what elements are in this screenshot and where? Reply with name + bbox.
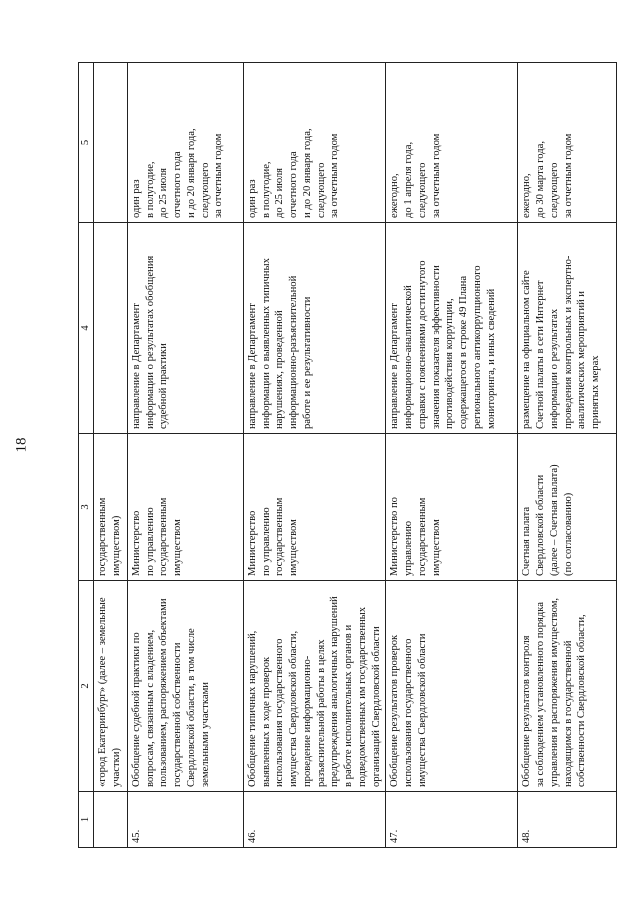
term-text: ежегодно, до 30 марта года, следующего за отчетным годом xyxy=(518,63,617,223)
form-text: направление в Департамент информационно-аналитической справки с пояснениями достигнутого значения показателя эффективности противодействия коррупции, содержащегося в строке 49 Плана регионального антикоррупционного мониторинга, и иных сведений xyxy=(386,223,518,434)
measure-text: Обобщение судебной практики по вопросам, связанным с владением, пользованием, распоряжением объектами государственной собственности Свердловской области, в том числе земельными участками xyxy=(127,581,243,792)
term-text: один раз в полугодие, до 25 июля отчетного года и до 20 января года, следующего за отчетным годом xyxy=(127,63,243,223)
table-row xyxy=(93,63,127,848)
header-cell-form: 4 xyxy=(79,223,94,434)
measure-text: Обобщение результатов контроля за соблюдением установленного порядка управления и распоряжения имуществом, находящимся в государственной собственности Свердловской области, xyxy=(518,581,617,792)
row-number: 48. xyxy=(518,792,617,848)
header-cell-num: 1 xyxy=(79,792,94,848)
term-text: ежегодно, до 1 апреля года, следующего за отчетным годом xyxy=(386,63,518,223)
page-number: 18 xyxy=(13,437,30,453)
measures-table xyxy=(78,62,617,848)
table-body xyxy=(79,63,617,848)
table-row xyxy=(243,63,386,848)
term-text xyxy=(93,63,127,223)
form-text xyxy=(93,223,127,434)
row-number: 45. xyxy=(127,792,243,848)
executor-text: Министерство по управлению государственным имуществом xyxy=(127,434,243,581)
row-number xyxy=(93,792,127,848)
measure-text: Обобщение результатов проверок использования государственного имущества Свердловской области xyxy=(386,581,518,792)
measure-text: «город Екатеринбург» (далее – земельные участки) xyxy=(93,581,127,792)
header-cell-executor: 3 xyxy=(79,434,94,581)
executor-text: Министерство по управлению государственным имуществом xyxy=(243,434,386,581)
table-row xyxy=(518,63,617,848)
executor-text: государственным имуществом) xyxy=(93,434,127,581)
header-cell-measure: 2 xyxy=(79,581,94,792)
row-number: 47. xyxy=(386,792,518,848)
form-text: размещение на официальном сайте Счетной палаты в сети Интернет информации о результатах проведения контрольных и экспертно- аналитических мероприятий и принятых мерах xyxy=(518,223,617,434)
table-row xyxy=(386,63,518,848)
table-row xyxy=(127,63,243,848)
form-text: направление в Департамент информации о результатах обобщения судебной практики xyxy=(127,223,243,434)
executor-text: Счетная палата Свердловской области (далее – Счетная палата) (по согласованию) xyxy=(518,434,617,581)
row-number: 46. xyxy=(243,792,386,848)
measure-text: Обобщение типичных нарушений, выявленных в ходе проверок использования государственного имущества Свердловской области, проведение информационно- разъяснительной работы в целях предупреждения аналогичных нарушений в работе исполнительных органов и подведомственных им государственных организаций Свердловской области xyxy=(243,581,386,792)
executor-text: Министерство по управлению государственным имуществом xyxy=(386,434,518,581)
header-cell-term: 5 xyxy=(79,63,94,223)
rotated-table-container xyxy=(78,63,620,848)
term-text: один раз в полугодие, до 25 июля отчетного года и до 20 января года, следующего за отчетным годом xyxy=(243,63,386,223)
form-text: направление в Департамент информации о выявленных типичных нарушениях, проведенной информационно-разъяснительной работе и ее результативности xyxy=(243,223,386,434)
header-row xyxy=(79,63,94,848)
